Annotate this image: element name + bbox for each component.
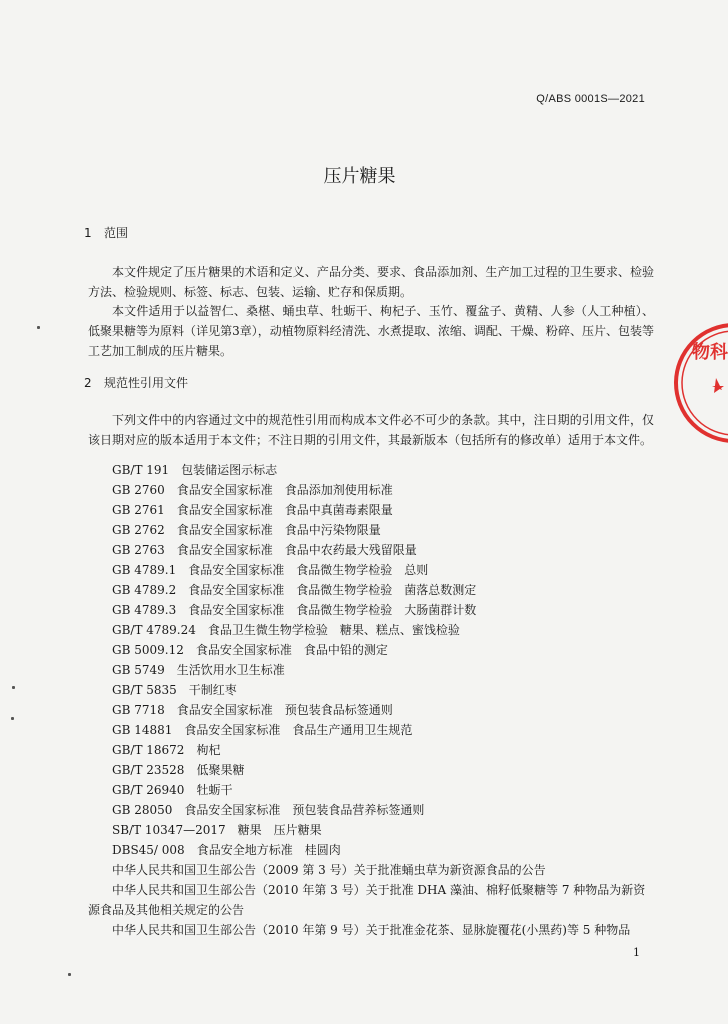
seal-stamp-graphic — [672, 318, 728, 448]
reference-item: GB 4789.2 食品安全国家标准 食品微生物学检验 菌落总数测定 — [112, 583, 477, 597]
reference-item: GB/T 18672 枸杞 — [112, 743, 221, 757]
reference-item: GB 5749 生活饮用水卫生标准 — [112, 663, 285, 677]
reference-item: GB 2763 食品安全国家标准 食品中农药最大残留限量 — [112, 543, 417, 557]
reference-item: GB 7718 食品安全国家标准 预包装食品标签通则 — [112, 703, 393, 717]
scan-mark — [12, 686, 15, 689]
scope-paragraph-2: 本文件适用于以益智仁、桑椹、蛹虫草、牡蛎干、枸杞子、玉竹、覆盆子、黄精、人参（人工种植）、低聚果糖等为原料（详见第3章），动植物原料经清洗、水煮提取、浓缩、调配、干燥、粉碎、压片、包装等工艺加工制成的压片糖果。 — [88, 304, 654, 358]
reference-item: GB/T 5835 干制红枣 — [112, 683, 237, 697]
seal-text: 物科 — [692, 342, 728, 363]
reference-item: GB/T 23528 低聚果糖 — [112, 763, 245, 777]
scan-mark — [11, 717, 14, 720]
section-heading-scope — [84, 224, 128, 241]
document-title: 压片糖果 — [323, 166, 396, 187]
reference-list — [88, 460, 646, 940]
reference-item: GB 4789.3 食品安全国家标准 食品微生物学检验 大肠菌群计数 — [112, 603, 477, 617]
section-heading-references — [84, 374, 188, 391]
reference-item: 中华人民共和国卫生部公告（2009 第 3 号）关于批准蛹虫草为新资源食品的公告 — [112, 863, 546, 877]
seal-stamp — [672, 318, 728, 448]
reference-item-wrapped — [88, 880, 646, 920]
standard-code: Q/ABS 0001S—2021 — [536, 93, 645, 105]
reference-item: GB 2762 食品安全国家标准 食品中污染物限量 — [112, 523, 381, 537]
reference-item: 中华人民共和国卫生部公告（2010 年第 9 号）关于批准金花茶、显脉旋覆花(小黑药)等 5 种物品 — [112, 923, 631, 937]
references-intro: 下列文件中的内容通过文中的规范性引用而构成本文件必不可少的条款。其中，注日期的引用文件，仅该日期对应的版本适用于本文件；不注日期的引用文件，其最新版本（包括所有的修改单）适用于本文件。 — [88, 413, 654, 447]
section-title: 范围 — [104, 226, 129, 240]
reference-item: DBS45/ 008 食品安全地方标准 桂圆肉 — [112, 843, 341, 857]
reference-item: GB 2760 食品安全国家标准 食品添加剂使用标准 — [112, 483, 393, 497]
section-number: 2 — [84, 376, 92, 390]
reference-item: GB 5009.12 食品安全国家标准 食品中铅的测定 — [112, 643, 388, 657]
reference-line: 中华人民共和国卫生部公告（2010 年第 3 号）关于批准 DHA 藻油、棉籽低聚糖等 7 种物品为新资 — [112, 883, 646, 897]
page-number: 1 — [633, 946, 640, 959]
reference-item: GB/T 191 包装储运图示标志 — [112, 463, 278, 477]
reference-line-continued: 源食品及其他相关规定的公告 — [88, 903, 245, 917]
reference-item: GB/T 4789.24 食品卫生微生物学检验 糖果、糕点、蜜饯检验 — [112, 623, 460, 637]
scope-paragraph-1: 本文件规定了压片糖果的术语和定义、产品分类、要求、食品添加剂、生产加工过程的卫生要求、检验方法、检验规则、标签、标志、包装、运输、贮存和保质期。 — [88, 265, 654, 299]
reference-item: GB 4789.1 食品安全国家标准 食品微生物学检验 总则 — [112, 563, 429, 577]
scan-mark — [37, 326, 40, 329]
reference-item: GB 28050 食品安全国家标准 预包装食品营养标签通则 — [112, 803, 425, 817]
section-number: 1 — [84, 226, 92, 240]
section-title: 规范性引用文件 — [104, 376, 189, 390]
reference-item: GB 2761 食品安全国家标准 食品中真菌毒素限量 — [112, 503, 393, 517]
reference-item: GB/T 26940 牡蛎干 — [112, 783, 233, 797]
reference-item: SB/T 10347—2017 糖果 压片糖果 — [112, 823, 322, 837]
reference-item: GB 14881 食品安全国家标准 食品生产通用卫生规范 — [112, 723, 413, 737]
scan-mark — [68, 973, 71, 976]
